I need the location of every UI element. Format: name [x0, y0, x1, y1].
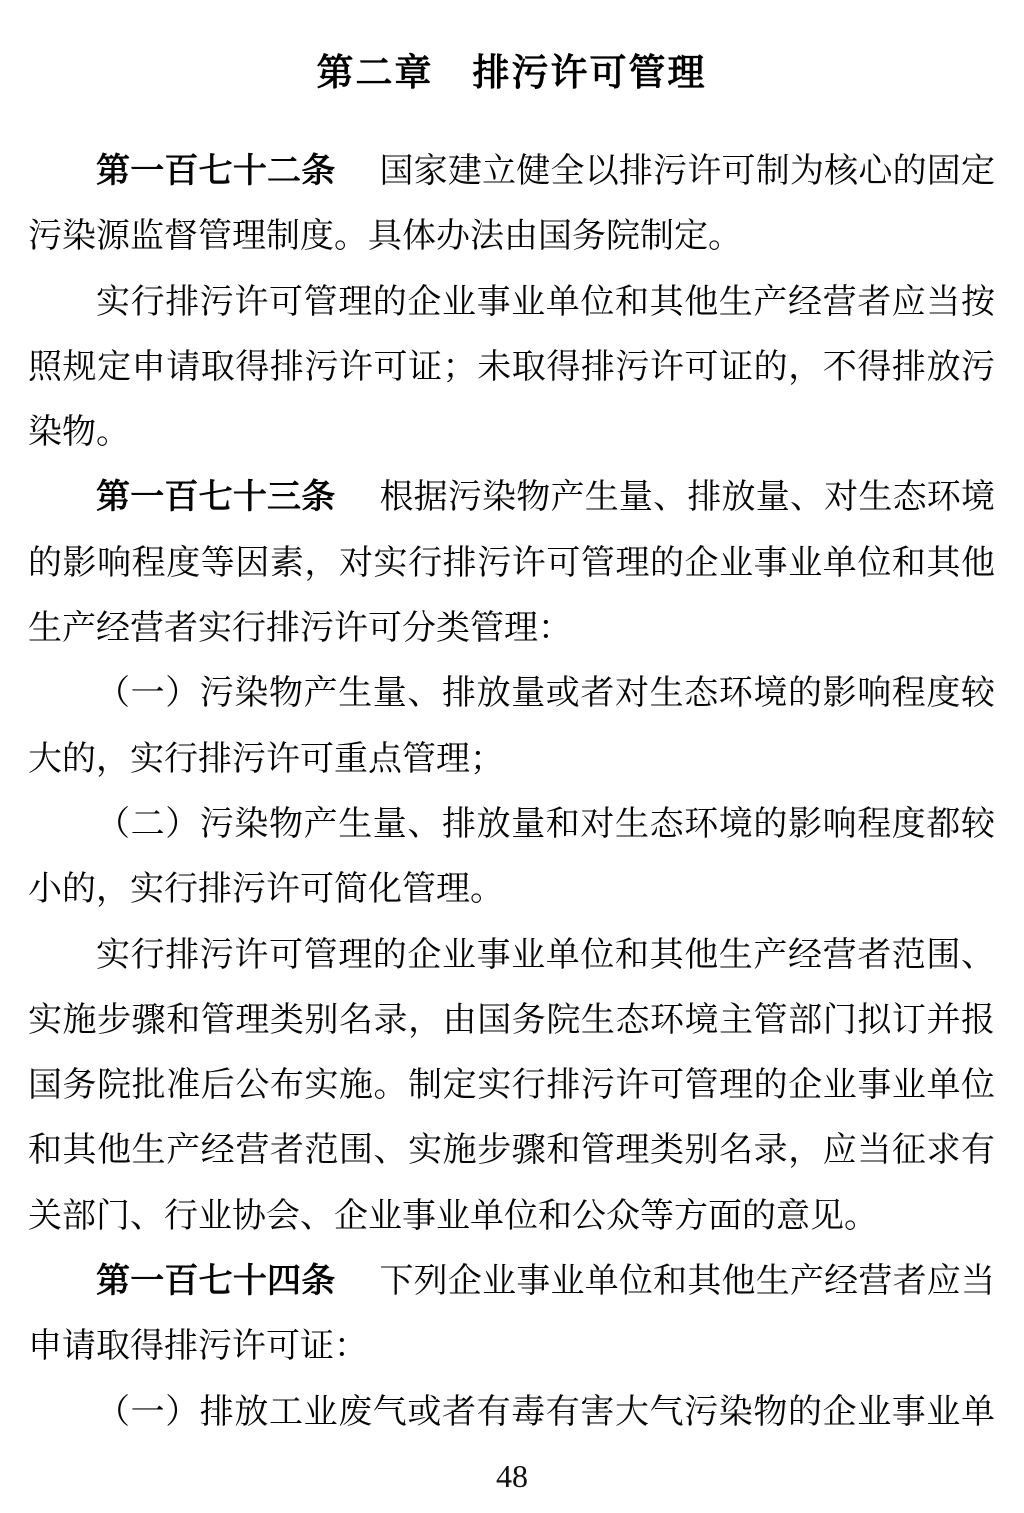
text-line: 生产经营者实行排污许可分类管理：: [28, 610, 572, 648]
article-heading-line: [28, 465, 995, 530]
document-body: [28, 139, 995, 1445]
text-line: 实行排污许可管理的企业事业单位和其他生产经营者应当按: [96, 283, 995, 321]
text-line: 大的，实行排污许可重点管理；: [28, 740, 504, 778]
article-text: 国家建立健全以排污许可制为核心的固定: [379, 153, 996, 190]
text-line: （一）排放工业废气或者有毒有害大气污染物的企业事业单: [96, 1393, 995, 1431]
text-line: 的影响程度等因素，对实行排污许可管理的企业事业单位和其他: [28, 544, 995, 582]
article-number: 第一百七十四条: [96, 1262, 336, 1301]
article-heading-line: [28, 1249, 995, 1314]
text-line: 国务院批准后公布实施。制定实行排污许可管理的企业事业单位: [28, 1067, 995, 1105]
article-number: 第一百七十二条: [96, 152, 336, 190]
text-line: 实行排污许可管理的企业事业单位和其他生产经营者范围、: [96, 936, 995, 974]
article-number: 第一百七十三条: [96, 478, 336, 517]
text-line: 实施步骤和管理类别名录，由国务院生态环境主管部门拟订并报: [28, 1001, 995, 1039]
page-number: 48: [496, 1458, 528, 1494]
text-line: 关部门、行业协会、企业事业单位和公众等方面的意见。: [28, 1197, 878, 1235]
text-line: 和其他生产经营者范围、实施步骤和管理类别名录，应当征求有: [28, 1132, 995, 1170]
text-line: 申请取得排污许可证：: [28, 1328, 368, 1366]
text-line: （二）污染物产生量、排放量和对生态环境的影响程度都较: [96, 805, 995, 843]
text-line: 小的，实行排污许可简化管理。: [28, 871, 504, 909]
text-line: （一）污染物产生量、排放量或者对生态环境的影响程度较: [96, 675, 995, 713]
article-heading-line: [28, 139, 995, 204]
text-line: 染物。: [28, 414, 130, 452]
text-line: 照规定申请取得排污许可证；未取得排污许可证的，不得排放污: [28, 348, 995, 386]
chapter-title: 第二章 排污许可管理: [316, 52, 707, 93]
text-line: 污染源监督管理制度。具体办法由国务院制定。: [28, 218, 742, 256]
article-text: 下列企业事业单位和其他生产经营者应当: [379, 1263, 996, 1301]
article-text: 根据污染物产生量、排放量、对生态环境: [379, 479, 996, 517]
